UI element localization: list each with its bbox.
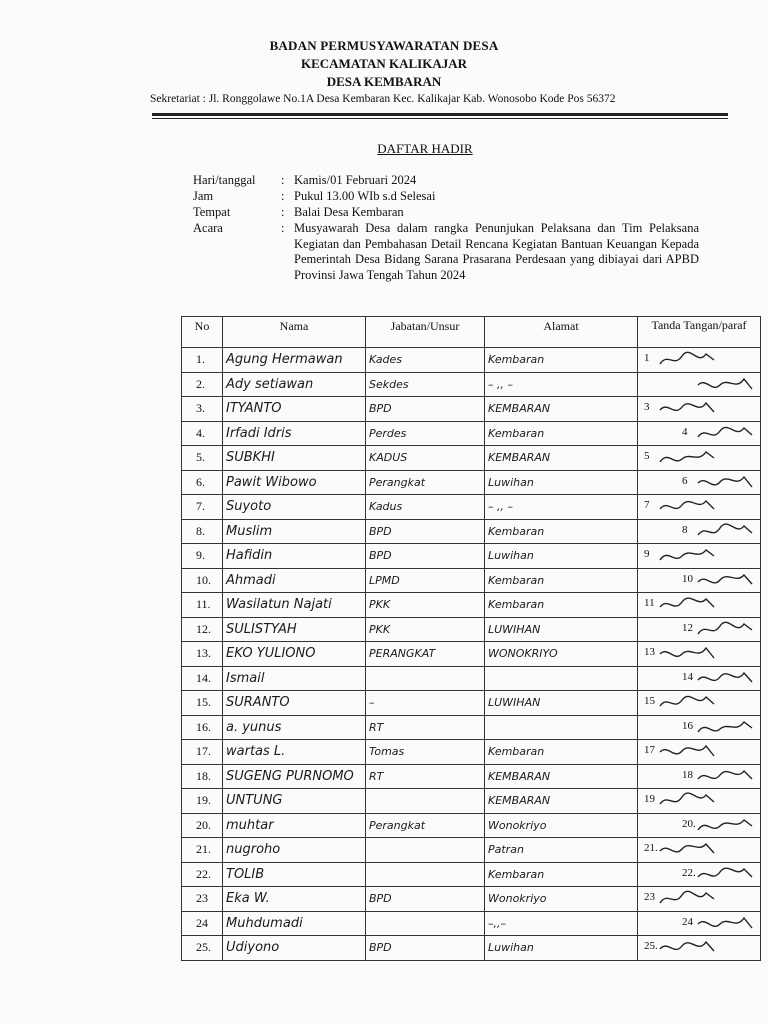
signature-number: 10 [682,572,693,585]
agenda-colon: : [281,221,285,235]
row-number: 19. [182,789,223,814]
table-row [182,519,761,544]
attendee-name: Irfadi Idris [223,421,366,446]
attendee-position [366,789,485,814]
table-row [182,666,761,691]
table-row [182,764,761,789]
attendee-name: Hafidin [223,544,366,569]
signature-number: 12 [682,621,693,634]
attendee-address [485,666,638,691]
signature-number: 17 [644,744,655,756]
agenda-label: Acara [193,221,223,235]
table-row [182,348,761,373]
signature-cell [638,666,761,691]
table-row [182,397,761,422]
attendee-name: SUBKHI [223,446,366,471]
attendee-address: Kembaran [485,593,638,618]
header-position: Jabatan/Unsur [366,317,485,348]
attendee-position: Kadus [366,495,485,520]
date-colon: : [281,173,285,187]
attendee-address: Kembaran [485,348,638,373]
header-rule-thin [152,118,728,119]
table-row [182,593,761,618]
signature-scribble [696,375,756,395]
table-row [182,372,761,397]
attendee-address: Kembaran [485,519,638,544]
attendee-name: wartas L. [223,740,366,765]
place-value: Balai Desa Kembaran [294,205,404,219]
header-name: Nama [223,317,366,348]
agenda-value: Musyawarah Desa dalam rangka Penunjukan Pelaksana dan Tim Pelaksana Kegiatan dan Pembahasan Detail Rencana Kegiatan Bantuan Keuangan Kepada Pemerintah Desa Bidang Sarana Prasarana Perdesaan yang dibiayai dari APBD Provinsi Jawa Tengah Tahun 2024 [294,221,699,282]
attendee-name: TOLIB [223,862,366,887]
signature-number: 6 [682,474,688,487]
signature-cell [638,397,761,422]
row-number: 23 [182,887,223,912]
signature-cell [638,862,761,887]
attendee-name: Udiyono [223,936,366,961]
signature-scribble [696,571,756,591]
row-number: 24 [182,911,223,936]
attendee-position: BPD [366,936,485,961]
signature-cell [638,740,761,765]
header-rule-thick [152,113,728,116]
table-row [182,740,761,765]
table-row [182,421,761,446]
signature-number: 16 [682,719,693,732]
attendee-position: RT [366,764,485,789]
signature-number: 11 [644,597,655,609]
row-number: 13. [182,642,223,667]
attendee-address: Luwihan [485,544,638,569]
row-number: 9. [182,544,223,569]
signature-scribble [696,816,756,836]
attendee-name: nugroho [223,838,366,863]
attendee-name: SUGENG PURNOMO [223,764,366,789]
attendee-address: Kembaran [485,568,638,593]
attendee-name: Wasilatun Najati [223,593,366,618]
attendee-name: Ady setiawan [223,372,366,397]
signature-number: 22. [682,866,696,879]
table-header-row [182,317,761,348]
signature-scribble [696,620,756,640]
attendee-position: BPD [366,887,485,912]
table-row [182,642,761,667]
attendee-address: Patran [485,838,638,863]
attendee-address: – ,, – [485,495,638,520]
signature-scribble [696,522,756,542]
table-row [182,544,761,569]
row-number: 22. [182,862,223,887]
signature-scribble [696,865,756,885]
row-number: 5. [182,446,223,471]
row-number: 6. [182,470,223,495]
table-row [182,862,761,887]
attendee-name: muhtar [223,813,366,838]
signature-scribble [658,644,718,664]
table-row [182,446,761,471]
signature-scribble [658,399,718,419]
header-address: Alamat [485,317,638,348]
attendee-name: SURANTO [223,691,366,716]
row-number: 18. [182,764,223,789]
attendee-address: LUWIHAN [485,617,638,642]
attendee-position [366,911,485,936]
signature-cell [638,936,761,961]
attendee-name: UNTUNG [223,789,366,814]
attendee-name: Eka W. [223,887,366,912]
signature-cell [638,642,761,667]
attendee-address [485,715,638,740]
signature-number: 13 [644,646,655,658]
signature-number: 8 [682,523,688,536]
row-number: 20. [182,813,223,838]
signature-scribble [696,424,756,444]
attendee-address: –,,– [485,911,638,936]
signature-number: 19 [644,793,655,805]
secretariat-address: Sekretariat : Jl. Ronggolawe No.1A Desa Kembaran Kec. Kalikajar Kab. Wonosobo Kode Pos 56372 [150,93,616,105]
attendee-name: Muslim [223,519,366,544]
attendee-address: Kembaran [485,740,638,765]
attendee-position: BPD [366,544,485,569]
signature-cell [638,519,761,544]
signature-number: 21. [644,842,658,854]
signature-number: 7 [644,499,650,511]
attendee-address: KEMBARAN [485,789,638,814]
attendee-address: Luwihan [485,470,638,495]
signature-cell [638,911,761,936]
signature-scribble [658,693,718,713]
attendee-position: – [366,691,485,716]
row-number: 15. [182,691,223,716]
signature-number: 15 [644,695,655,707]
attendee-position: Tomas [366,740,485,765]
attendee-address: Luwihan [485,936,638,961]
row-number: 10. [182,568,223,593]
signature-number: 5 [644,450,650,462]
attendee-address: Wonokriyo [485,813,638,838]
signature-scribble [658,546,718,566]
attendee-position: BPD [366,397,485,422]
signature-cell [638,691,761,716]
attendee-position: PERANGKAT [366,642,485,667]
time-label: Jam [193,189,214,203]
attendee-name: EKO YULIONO [223,642,366,667]
row-number: 25. [182,936,223,961]
attendee-position [366,838,485,863]
signature-cell [638,838,761,863]
signature-number: 4 [682,425,688,438]
table-row [182,887,761,912]
attendee-position: Sekdes [366,372,485,397]
village-name: DESA KEMBARAN [326,74,442,89]
district-name: KECAMATAN KALIKAJAR [301,56,467,71]
attendee-position: Perangkat [366,813,485,838]
table-row [182,936,761,961]
signature-scribble [696,718,756,738]
attendee-address: Kembaran [485,862,638,887]
time-colon: : [281,189,285,203]
attendee-address: KEMBARAN [485,446,638,471]
signature-number: 20. [682,817,696,830]
attendee-position: Perdes [366,421,485,446]
attendee-position: RT [366,715,485,740]
header-no: No [182,317,223,348]
table-row [182,813,761,838]
attendee-address: – ,, – [485,372,638,397]
signature-number: 23 [644,891,655,903]
document-title: DAFTAR HADIR [377,141,473,156]
attendee-position: Perangkat [366,470,485,495]
attendee-address: Wonokriyo [485,887,638,912]
signature-scribble [658,448,718,468]
attendee-name: Pawit Wibowo [223,470,366,495]
table-row [182,838,761,863]
attendee-position: BPD [366,519,485,544]
signature-number: 9 [644,548,650,560]
signature-scribble [658,938,718,958]
attendee-address: Kembaran [485,421,638,446]
table-row [182,470,761,495]
attendee-name: a. yunus [223,715,366,740]
attendee-name: SULISTYAH [223,617,366,642]
signature-number: 3 [644,401,650,413]
table-row [182,495,761,520]
signature-cell [638,887,761,912]
row-number: 1. [182,348,223,373]
signature-number: 25. [644,940,658,952]
signature-scribble [658,497,718,517]
row-number: 17. [182,740,223,765]
attendance-table [181,316,761,961]
row-number: 4. [182,421,223,446]
row-number: 21. [182,838,223,863]
attendee-position: PKK [366,593,485,618]
signature-cell [638,495,761,520]
signature-cell [638,470,761,495]
row-number: 3. [182,397,223,422]
signature-number: 24 [682,915,693,928]
institution-name: BADAN PERMUSYAWARATAN DESA [269,38,499,53]
signature-number: 1 [644,352,650,364]
attendee-position: PKK [366,617,485,642]
attendee-position: LPMD [366,568,485,593]
time-value: Pukul 13.00 WIb s.d Selesai [294,189,436,203]
attendee-address: LUWIHAN [485,691,638,716]
signature-scribble [658,350,718,370]
signature-scribble [696,914,756,934]
attendee-position: KADUS [366,446,485,471]
attendee-name: Suyoto [223,495,366,520]
attendee-position [366,666,485,691]
signature-cell [638,544,761,569]
attendee-name: Ahmadi [223,568,366,593]
row-number: 12. [182,617,223,642]
date-value: Kamis/01 Februari 2024 [294,173,417,187]
attendee-position: Kades [366,348,485,373]
row-number: 7. [182,495,223,520]
attendee-address: KEMBARAN [485,397,638,422]
signature-cell [638,593,761,618]
attendee-address: WONOKRIYO [485,642,638,667]
signature-cell [638,348,761,373]
signature-scribble [658,840,718,860]
table-row [182,568,761,593]
table-row [182,691,761,716]
row-number: 2. [182,372,223,397]
header-signature: Tanda Tangan/paraf [638,317,761,348]
signature-cell [638,789,761,814]
row-number: 11. [182,593,223,618]
row-number: 14. [182,666,223,691]
place-label: Tempat [193,205,231,219]
table-row [182,715,761,740]
attendee-address: KEMBARAN [485,764,638,789]
table-row [182,789,761,814]
signature-cell [638,372,761,397]
signature-cell [638,568,761,593]
table-row [182,911,761,936]
row-number: 16. [182,715,223,740]
signature-cell [638,813,761,838]
signature-cell [638,764,761,789]
signature-scribble [696,473,756,493]
signature-scribble [696,767,756,787]
signature-scribble [658,742,718,762]
attendee-position [366,862,485,887]
attendee-name: ITYANTO [223,397,366,422]
attendee-name: Agung Hermawan [223,348,366,373]
signature-number: 14 [682,670,693,683]
attendee-name: Ismail [223,666,366,691]
signature-cell [638,715,761,740]
signature-scribble [658,595,718,615]
signature-scribble [658,791,718,811]
signature-cell [638,617,761,642]
date-label: Hari/tanggal [193,173,256,187]
attendee-name: Muhdumadi [223,911,366,936]
row-number: 8. [182,519,223,544]
table-row [182,617,761,642]
place-colon: : [281,205,285,219]
signature-scribble [696,669,756,689]
signature-scribble [658,889,718,909]
signature-number: 18 [682,768,693,781]
signature-cell [638,446,761,471]
signature-cell [638,421,761,446]
